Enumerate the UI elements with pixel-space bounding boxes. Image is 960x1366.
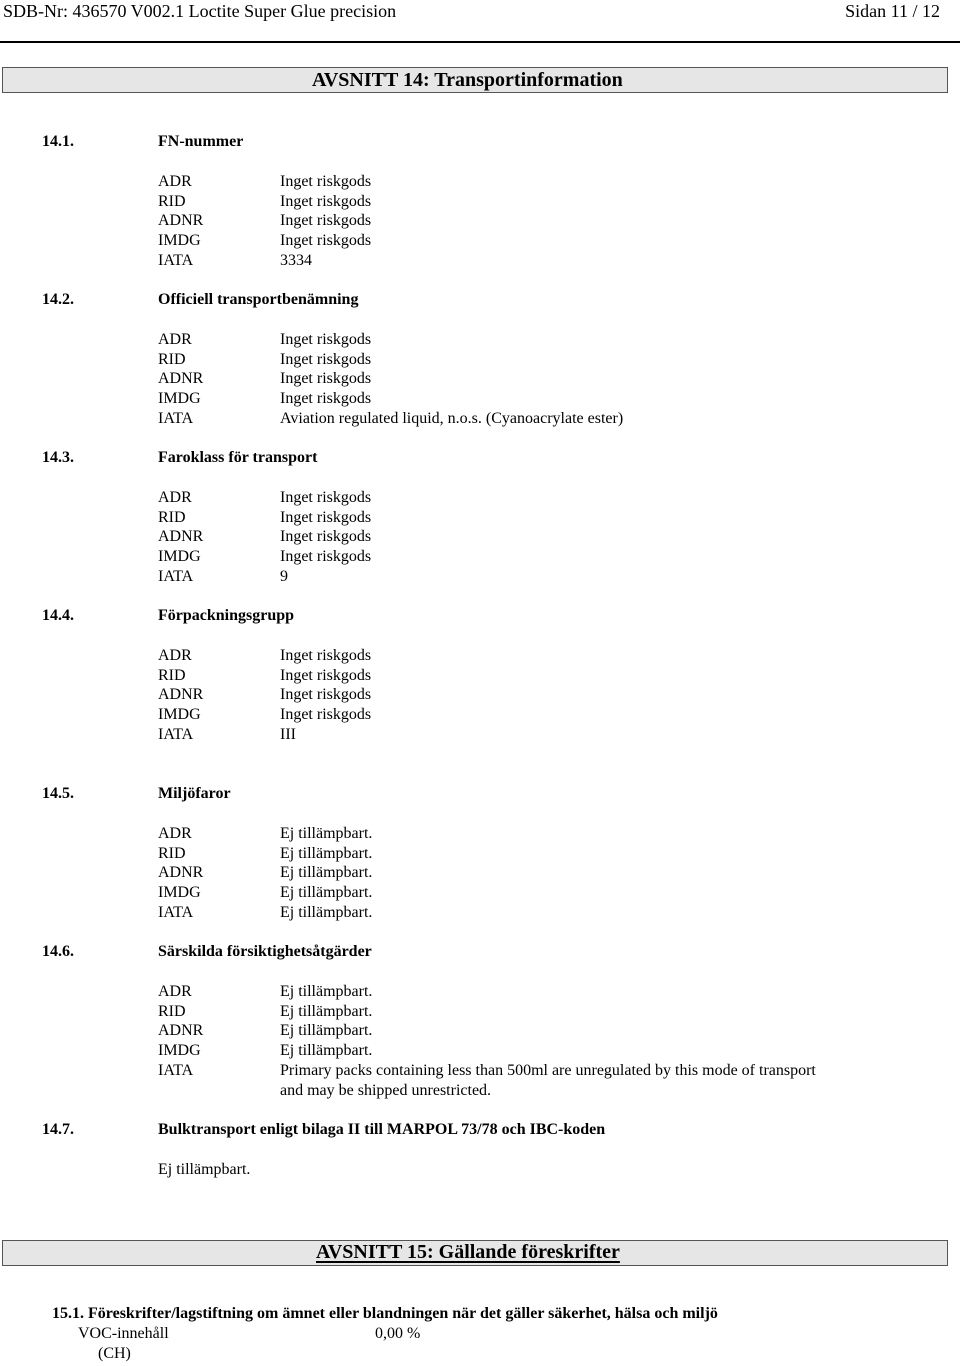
mode-label: RID xyxy=(158,667,186,684)
mode-label: ADR xyxy=(158,983,192,1000)
mode-label: ADR xyxy=(158,825,192,842)
voc-note: (CH) xyxy=(98,1345,131,1362)
page-number: Sidan 11 / 12 xyxy=(845,1,940,21)
mode-label: ADNR xyxy=(158,686,204,703)
mode-label: RID xyxy=(158,509,186,526)
mode-label: IATA xyxy=(158,252,194,269)
mode-value: Ej tillämpbart. xyxy=(280,845,373,862)
header-divider xyxy=(0,41,960,43)
subsection-number: 14.4. xyxy=(42,607,74,624)
mode-value: Aviation regulated liquid, n.o.s. (Cyanoacrylate ester) xyxy=(280,410,624,427)
mode-label: IMDG xyxy=(158,1042,201,1059)
mode-value: Inget riskgods xyxy=(280,706,372,723)
mode-value: Inget riskgods xyxy=(280,390,372,407)
mode-value: Inget riskgods xyxy=(280,351,372,368)
section-15-banner xyxy=(2,1240,948,1266)
mode-value: Inget riskgods xyxy=(280,193,372,210)
mode-value: Inget riskgods xyxy=(280,331,372,348)
mode-value: Inget riskgods xyxy=(280,686,372,703)
mode-label: IATA xyxy=(158,410,194,427)
section-15-title: AVSNITT 15: Gällande föreskrifter xyxy=(316,1241,620,1263)
section-14-banner xyxy=(2,67,948,93)
section-14-title: AVSNITT 14: Transportinformation xyxy=(312,69,623,91)
subsection-number: 14.5. xyxy=(42,785,74,802)
subsection-text: Ej tillämpbart. xyxy=(158,1161,251,1178)
mode-value: 3334 xyxy=(280,252,312,269)
mode-value: Primary packs containing less than 500ml are unregulated by this mode of transport xyxy=(280,1062,816,1079)
mode-label: ADNR xyxy=(158,1022,204,1039)
subsection-title: Bulktransport enligt bilaga II till MARPOL 73/78 och IBC-koden xyxy=(158,1121,606,1138)
subsection-title: Miljöfaror xyxy=(158,785,231,802)
subsection-title: FN-nummer xyxy=(158,133,244,150)
mode-label: IATA xyxy=(158,1062,194,1079)
mode-value: Ej tillämpbart. xyxy=(280,825,373,842)
mode-value: Ej tillämpbart. xyxy=(280,1042,373,1059)
mode-label: ADR xyxy=(158,647,192,664)
subsection-title: Officiell transportbenämning xyxy=(158,291,359,308)
subsection-number: 14.1. xyxy=(42,133,74,150)
subsection-title: Förpackningsgrupp xyxy=(158,607,295,624)
mode-value: Ej tillämpbart. xyxy=(280,983,373,1000)
mode-value: 9 xyxy=(280,568,288,585)
mode-value: Ej tillämpbart. xyxy=(280,884,373,901)
mode-label: ADNR xyxy=(158,864,204,881)
mode-label: RID xyxy=(158,351,186,368)
mode-value: Ej tillämpbart. xyxy=(280,1022,373,1039)
mode-label: IMDG xyxy=(158,390,201,407)
subsection-number: 14.6. xyxy=(42,943,74,960)
mode-label: RID xyxy=(158,1003,186,1020)
mode-value: Inget riskgods xyxy=(280,212,372,229)
mode-value: Inget riskgods xyxy=(280,489,372,506)
document-header-left: SDB-Nr: 436570 V002.1 Loctite Super Glue precision xyxy=(3,1,397,21)
voc-value: 0,00 % xyxy=(375,1325,421,1342)
mode-label: ADR xyxy=(158,331,192,348)
voc-label: VOC-innehåll xyxy=(78,1325,169,1342)
mode-value: Ej tillämpbart. xyxy=(280,864,373,881)
mode-label: IMDG xyxy=(158,706,201,723)
mode-value: Inget riskgods xyxy=(280,548,372,565)
subsection-number: 14.7. xyxy=(42,1121,74,1138)
mode-value: Inget riskgods xyxy=(280,667,372,684)
mode-value: Ej tillämpbart. xyxy=(280,1003,373,1020)
mode-value: Inget riskgods xyxy=(280,370,372,387)
mode-value: Inget riskgods xyxy=(280,647,372,664)
mode-label: IATA xyxy=(158,904,194,921)
mode-value: Inget riskgods xyxy=(280,528,372,545)
mode-value: Inget riskgods xyxy=(280,173,372,190)
mode-value-continuation: and may be shipped unrestricted. xyxy=(280,1082,492,1099)
mode-label: RID xyxy=(158,845,186,862)
mode-value: Inget riskgods xyxy=(280,509,372,526)
mode-label: IMDG xyxy=(158,548,201,565)
mode-label: IATA xyxy=(158,568,194,585)
mode-value: III xyxy=(280,726,296,743)
mode-label: IMDG xyxy=(158,232,201,249)
subsection-title: Faroklass för transport xyxy=(158,449,318,466)
mode-label: ADR xyxy=(158,489,192,506)
mode-label: ADNR xyxy=(158,528,204,545)
subsection-number: 14.2. xyxy=(42,291,74,308)
mode-label: ADNR xyxy=(158,370,204,387)
mode-value: Inget riskgods xyxy=(280,232,372,249)
mode-label: RID xyxy=(158,193,186,210)
mode-value: Ej tillämpbart. xyxy=(280,904,373,921)
subsection-heading: 15.1. Föreskrifter/lagstiftning om ämnet eller blandningen när det gäller säkerhet, hälsa och miljö xyxy=(52,1305,718,1322)
subsection-title: Särskilda försiktighetsåtgärder xyxy=(158,943,372,960)
mode-label: IATA xyxy=(158,726,194,743)
subsection-number: 14.3. xyxy=(42,449,74,466)
mode-label: ADNR xyxy=(158,212,204,229)
mode-label: IMDG xyxy=(158,884,201,901)
mode-label: ADR xyxy=(158,173,192,190)
